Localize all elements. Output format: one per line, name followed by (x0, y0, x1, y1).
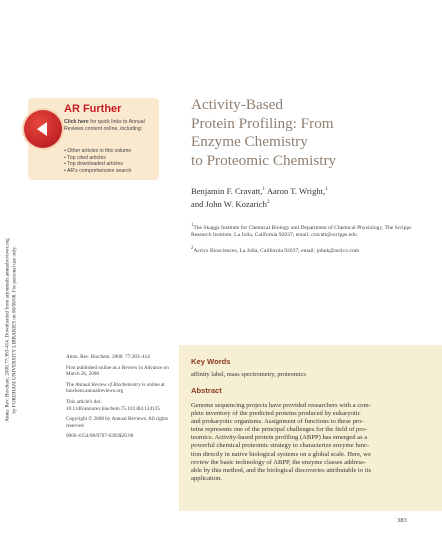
ar-further-item-other-articles[interactable]: • Other articles in this volume (64, 148, 132, 154)
author-wright: Aaron T. Wright, (265, 185, 326, 196)
abstract-line: application. (191, 474, 222, 482)
play-arrow-icon (33, 119, 53, 139)
ar-further-list (64, 148, 131, 174)
doi-value[interactable]: 10.1146/annurev.biochem.75.101304.124125 (66, 405, 160, 412)
ar-further-desc-text: for quick links to Annual Reviews content online, including: (64, 119, 145, 132)
online-note-suffix: is online at biochem.annualreviews.org (66, 381, 165, 395)
download-notice-line-1: Annu. Rev. Biochem. 2008.77:383-414. Downloaded from arjournals.annualreviews.org (4, 238, 11, 422)
title-line-3: Enzyme Chemistry (191, 133, 308, 150)
title-line-2: Protein Profiling: From (191, 114, 334, 132)
online-note (66, 382, 178, 395)
ar-further-item-top-cited[interactable]: • Top cited articles (64, 154, 106, 161)
title-line-1: Activity-Based (191, 96, 283, 113)
journal-name: Annual Review of Biochemistry (75, 381, 141, 388)
keywords-heading: Key Words (191, 357, 231, 366)
keywords-text: affinity label, mass spectrometry, proteomics (191, 371, 306, 378)
author-list (191, 184, 421, 210)
author-kozarich: and John W. Kozarich (191, 198, 267, 209)
abstract-line: tion directly in native biological systems on a global scale. Here, we (191, 450, 371, 458)
page-number: 383 (397, 517, 407, 524)
abstract-text (191, 402, 413, 483)
abstract-line: powerful chemical proteomic strategy to characterize enzyme func- (191, 442, 370, 450)
ar-further-description (64, 119, 156, 132)
abstract-line: teins represents one of the principal challenges for the field of pro- (191, 426, 367, 434)
ar-further-title: AR Further (64, 103, 122, 115)
first-published: First published online as a Review in Advance on March 26, 2008 (66, 364, 169, 378)
doi-block (66, 399, 178, 412)
abstract-line: and prokaryotic organisms. Assignment of functions to these pro- (191, 418, 364, 426)
author-wright-sup: 1 (325, 186, 328, 192)
article-title (191, 96, 426, 170)
affiliations (191, 222, 421, 261)
author-kozarich-sup: 2 (266, 198, 270, 205)
publication-info (66, 354, 178, 444)
click-here-link[interactable]: Click here (64, 119, 89, 125)
ar-further-logo[interactable] (24, 110, 62, 148)
copyright: Copyright © 2008 by Annual Reviews. All rights reserved (66, 416, 168, 429)
affiliation-1 (191, 222, 421, 239)
citation: Annu. Rev. Biochem. 2008. 77:383–414 (66, 354, 150, 360)
online-note-prefix: The (66, 381, 76, 388)
abstract-line: review the basic technology of ABPP, the enzyme classes address- (191, 458, 367, 466)
ar-further-item-search[interactable]: • AR's comprehensive search (64, 167, 132, 174)
author-cravatt: Benjamin F. Cravatt, (191, 185, 263, 196)
abstract-line: plete inventory of the predicted proteins produced by eukaryotic (191, 410, 361, 418)
download-notice-text (5, 238, 18, 422)
abstract-heading: Abstract (191, 386, 222, 395)
affiliation-1-sup: 1 (191, 223, 194, 228)
abstract-line: teomics. Activity-based protein profiling (ABPP) has emerged as a (191, 434, 368, 442)
affiliation-1-text: The Skaggs Institute for Chemical Biology and Department of Chemical Physiology, The Scripps Research Institute, La Jolla, California 92037; email: cravatt@scripps.edu (191, 224, 412, 238)
affiliation-2-sup: 2 (191, 245, 194, 251)
abstract-line: able by this method, and the biological discoveries attributable to its (191, 466, 372, 474)
ar-further-item-top-downloaded[interactable]: • Top downloaded articles (64, 161, 123, 168)
issn: 0066-4154/08/0707-0383$20.00 (66, 433, 134, 440)
affiliation-2-text: Activx Biosciences, La Jolla, California 92037; email: johnk@activx.com (193, 247, 360, 254)
affiliation-2 (191, 245, 421, 255)
doi-label: This article's doi: (66, 398, 102, 405)
abstract-line: Genome sequencing projects have provided researchers with a com- (191, 402, 371, 409)
title-line-4: to Proteomic Chemistry (191, 151, 337, 169)
download-notice (0, 150, 22, 510)
author-cravatt-sup: 1 (262, 186, 266, 192)
download-notice-line-2: by FORDHAM UNIVERSITY LIBRARIES on 06/08/08. For personal use only. (11, 246, 17, 414)
